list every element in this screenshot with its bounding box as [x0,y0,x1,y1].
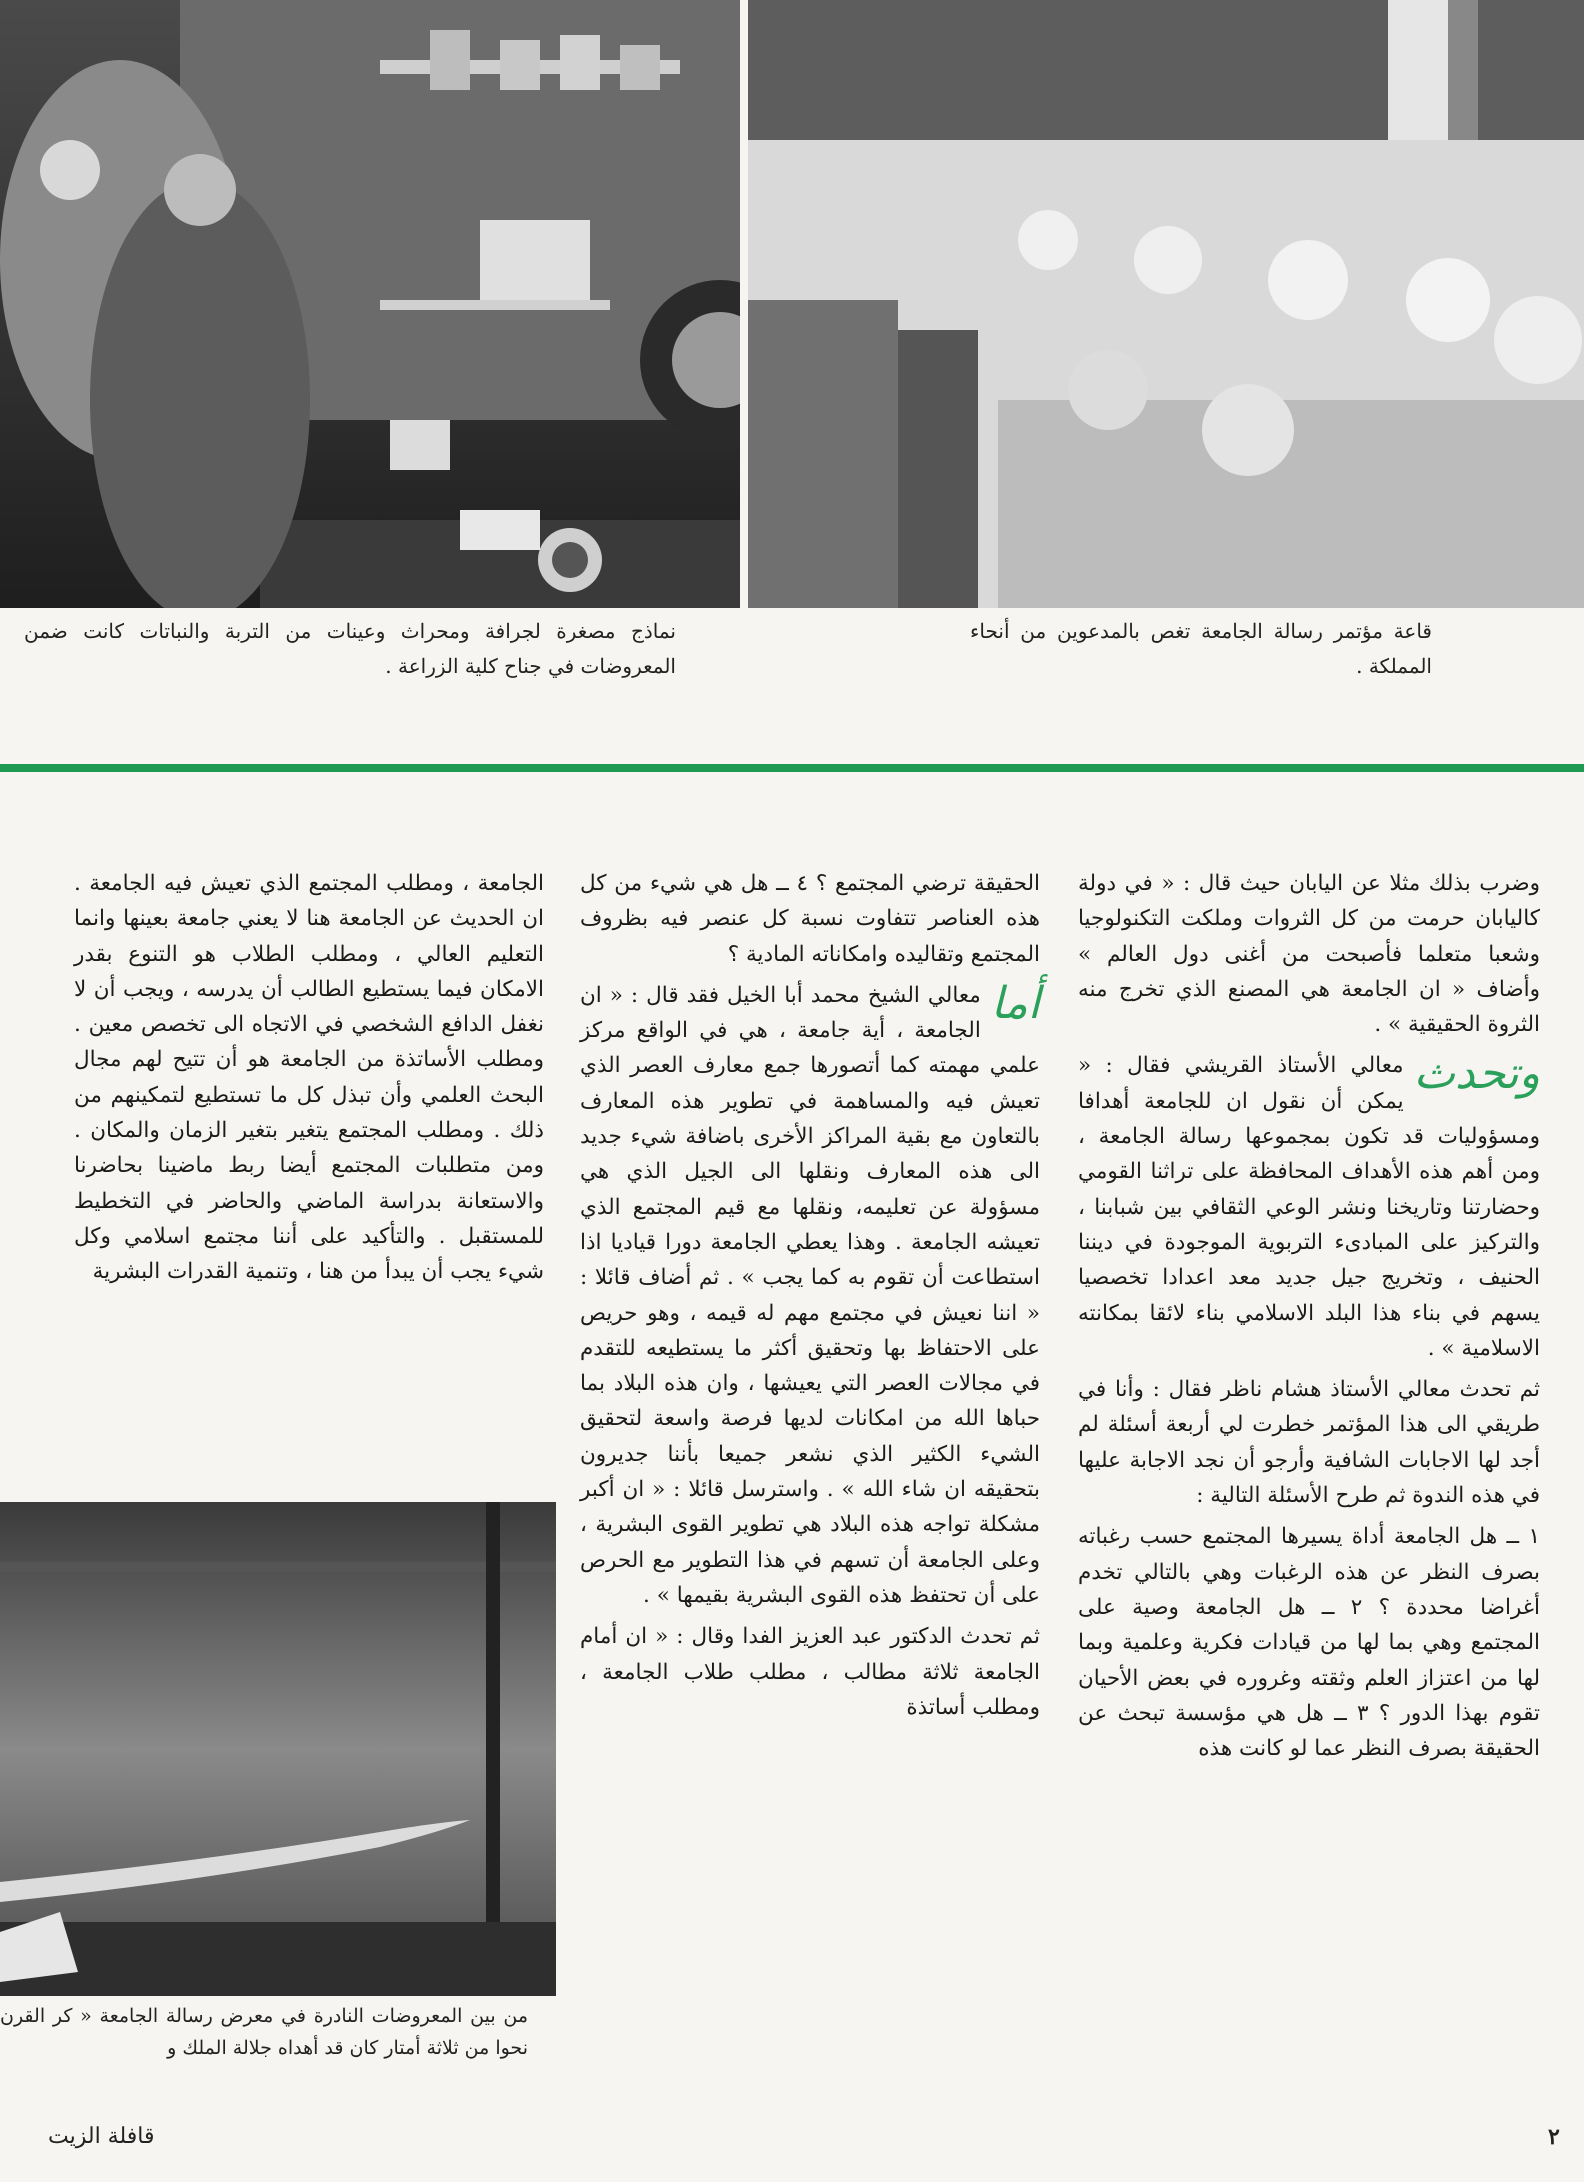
exhibit-photo [0,0,740,608]
display-case-photo [0,1502,556,1996]
exhibit-caption: نماذج مصغرة لجرافة ومحراث وعينات من التربة والنباتات كانت ضمن المعروضات في جناح كلية الزراعة . [24,619,676,678]
paragraph: الحقيقة ترضي المجتمع ؟ ٤ ــ هل هي شيء من كل هذه العناصر تتفاوت نسبة كل عنصر فيه بظروف المجتمع وتقاليده وامكاناته المادية ؟ [580,871,1040,967]
paragraph: معالي الشيخ محمد أبا الخيل فقد قال : « ان الجامعة ، أية جامعة ، هي في الواقع مركز علمي مهمته كما أتصورها جمع معارف العصر الذي تعيش فيه والمساهمة في تطوير هذه المعارف بالتعاون مع بقية المراكز الأخرى باضافة شيء جديد الى هذه المعارف ونقلها الى الجيل الذي هي مسؤولة عن تعليمه، ونقلها مع قيم المجتمع الذي تعيشه الجامعة . وهذا يعطي الجامعة دورا قياديا اذا استطاعت أن تقوم به كما يجب » . ثم أضاف قائلا : « اننا نعيش في مجتمع مهم له قيمه ، وهو حريص على الاحتفاظ بها وتحقيق أكثر ما يستطيعه للتقدم في مجالات العصر التي يعيشها ، وان هذه البلاد بما حباها الله من امكانات لديها فرصة واسعة لتحقيق الشيء الكثير الذي نشعر جميعا بأننا جديرون بتحقيقه ان شاء الله » . واسترسل قائلا : « ان أكبر مشكلة تواجه هذه البلاد هي تطوير القوى البشرية ، وعلى الجامعة أن تسهم في هذا التطوير مع الحرص على أن تحتفظ هذه القوى البشرية بقيمها » . [580,982,1040,1608]
conference-hall-photo [748,0,1584,608]
decorative-initial: وتحدث [1413,1048,1540,1100]
section-divider [0,764,1584,772]
paragraph: وضرب بذلك مثلا عن اليابان حيث قال : « في دولة كاليابان حرمت من كل الثروات وملكت التكنولوجيا وشعبا متعلما فأصبحت من أغنى دول العالم » وأضاف « ان الجامعة هي المصنع الذي تخرج منه الثروة الحقيقية » . [1078,871,1540,1038]
article-column-3 [74,866,544,1290]
magazine-name: قافلة الزيت [48,2124,155,2149]
hall-caption: قاعة مؤتمر رسالة الجامعة تغص بالمدعوين من أنحاء المملكة . [970,619,1432,678]
paragraph: ١ ــ هل الجامعة أداة يسيرها المجتمع حسب رغباته بصرف النظر عن هذه الرغبات وهي بالتالي تخدم أغراضا محددة ؟ ٢ ــ هل الجامعة وصية على المجتمع وهي بما لها من قيادات فكرية وعلمية وبما لها من اعتزاز العلم وثقته وغروره في بعض الأحيان تقوم بهذا الدور ؟ ٣ ــ هل هي مؤسسة تبحث عن الحقيقة بصرف النظر عما لو كانت هذه [1078,1524,1541,1762]
article-column-2 [580,866,1040,1725]
paragraph: ثم تحدث معالي الأستاذ هشام ناظر فقال : وأنا في طريقي الى هذا المؤتمر خطرت لي أربعة أسئلة لم أجد لها الاجابات الشافية وأرجو أن نجد الاجابة عليها في هذه الندوة ثم طرح الأسئلة التالية : [1078,1377,1540,1509]
article-column-1 [1078,866,1540,1766]
paragraph: معالي الأستاذ القريشي فقال : « يمكن أن نقول ان للجامعة أهدافا ومسؤوليات قد تكون بمجموعها رسالة الجامعة ، ومن أهم هذه الأهداف المحافظة على تراثنا القومي وحضارتنا وتاريخنا ونشر الوعي الثقافي بين شبابنا ، والتركيز على المبادىء التربوية الموجودة في ديننا الحنيف ، وتخريج جيل جديد معد اعدادا تخصصيا يسهم في بناء هذا البلد الاسلامي بناء لائقا بمكانته الاسلامية » . [1078,1053,1540,1361]
paragraph: ثم تحدث الدكتور عبد العزيز الفدا وقال : « ان أمام الجامعة ثلاثة مطالب ، مطلب طلاب الجامعة ، ومطلب أساتذة [580,1624,1040,1720]
display-caption: من بين المعروضات النادرة في معرض رسالة الجامعة « كر القرن نحوا من ثلاثة أمتار كان قد أهداه جلالة الملك و [0,2005,528,2059]
page-number: ٢ [1548,2124,1560,2150]
paragraph: الجامعة ، ومطلب المجتمع الذي تعيش فيه الجامعة . ان الحديث عن الجامعة هنا لا يعني جامعة بعينها وانما التعليم العالي ، ومطلب الطلاب هو التنوع بقدر الامكان فيما يستطيع الطالب أن يدرسه ، ويجب أن لا نغفل الدافع الشخصي في الاتجاه الى تخصص معين . ومطلب الأساتذة من الجامعة هو أن تتيح لهم مجال البحث العلمي وأن تبذل كل ما تستطيع لتمكينهم من ذلك . ومطلب المجتمع يتغير بتغير الزمان والمكان . ومن متطلبات المجتمع أيضا ربط ماضينا بحاضرنا والاستعانة بدراسة الماضي والحاضر في التخطيط للمستقبل . والتأكيد على أننا مجتمع اسلامي وكل شيء يجب أن يبدأ من هنا ، وتنمية القدرات البشرية [74,871,544,1285]
decorative-initial: أما [990,977,1040,1029]
